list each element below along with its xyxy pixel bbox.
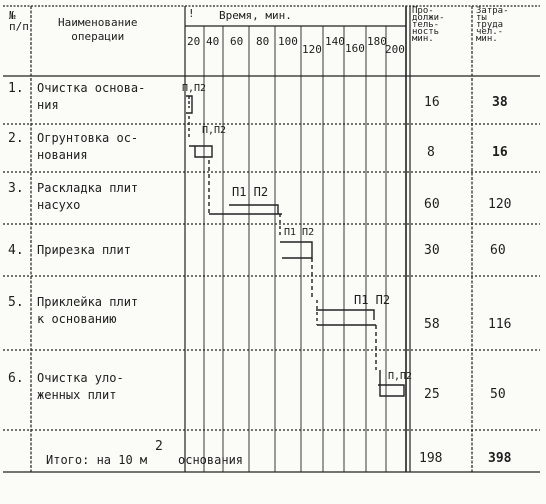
schedule-bar-4 (280, 242, 312, 298)
row-number: 1. (8, 81, 24, 96)
duration-value: 8 (427, 145, 435, 160)
total-label: Итого: на 10 м (46, 453, 148, 467)
duration-value: 16 (424, 95, 440, 110)
total-superscript: 2 (155, 439, 163, 454)
duration-value: 30 (424, 243, 440, 258)
labor-value: 120 (488, 197, 512, 212)
tick-label: 60 (230, 35, 244, 48)
schedule-bar-3 (229, 205, 278, 214)
header-number: № п/п (9, 9, 29, 33)
duration-value: 25 (424, 387, 440, 402)
row-number: 5. (8, 295, 24, 310)
row-number: 4. (8, 243, 24, 258)
operation-name: Прирезка плит (37, 243, 131, 257)
operation-name: Приклейка плит к основанию (37, 295, 139, 326)
worker-label: П,П2 (388, 371, 413, 382)
worker-label: П1 П2 (354, 293, 391, 307)
labor-value: 16 (492, 145, 508, 160)
operation-name: Очистка уло- женных плит (37, 371, 124, 402)
labor-value: 60 (490, 243, 506, 258)
header-duration: Про- должи- тель- ность мин. (412, 6, 445, 44)
tick-label: 120 (302, 43, 322, 56)
header-operation-name: Наименование операции (58, 16, 138, 43)
header-labor: Затра- ты труда чел.- мин. (476, 6, 509, 44)
worker-label: П,П2 (182, 83, 207, 94)
operation-name: Огрунтовка ос- нования (37, 131, 139, 162)
worker-label: П1 П2 (232, 185, 269, 199)
duration-value: 58 (424, 317, 440, 332)
tick-label: 40 (206, 35, 220, 48)
tick-label: 160 (345, 42, 365, 55)
schedule-bar-1 (186, 96, 192, 113)
tick-label: 100 (278, 35, 298, 48)
total-label-after: основания (178, 453, 244, 467)
row-number: 6. (8, 371, 24, 386)
worker-label: П1 П2 (284, 227, 315, 238)
operation-name: Раскладка плит насухо (37, 181, 139, 212)
total-labor: 398 (488, 451, 512, 466)
labor-value: 50 (490, 387, 506, 402)
tick-label: 20 (187, 35, 201, 48)
tick-label: 180 (367, 35, 387, 48)
total-duration: 198 (419, 451, 443, 466)
row-number: 3. (8, 181, 24, 196)
tick-label: 200 (385, 43, 405, 56)
labor-value: 116 (488, 317, 512, 332)
schedule-bar-2 (189, 146, 212, 157)
worker-label: П,П2 (202, 125, 227, 136)
duration-value: 60 (424, 197, 440, 212)
operation-name: Очистка основа- ния (37, 81, 146, 112)
tick-label: 140 (325, 35, 345, 48)
labor-value: 38 (492, 95, 508, 110)
header-time: Время, мин. (219, 9, 292, 22)
row-number: 2. (8, 131, 24, 146)
tick-label: 80 (256, 35, 270, 48)
header-time-mark: ! (188, 7, 195, 20)
